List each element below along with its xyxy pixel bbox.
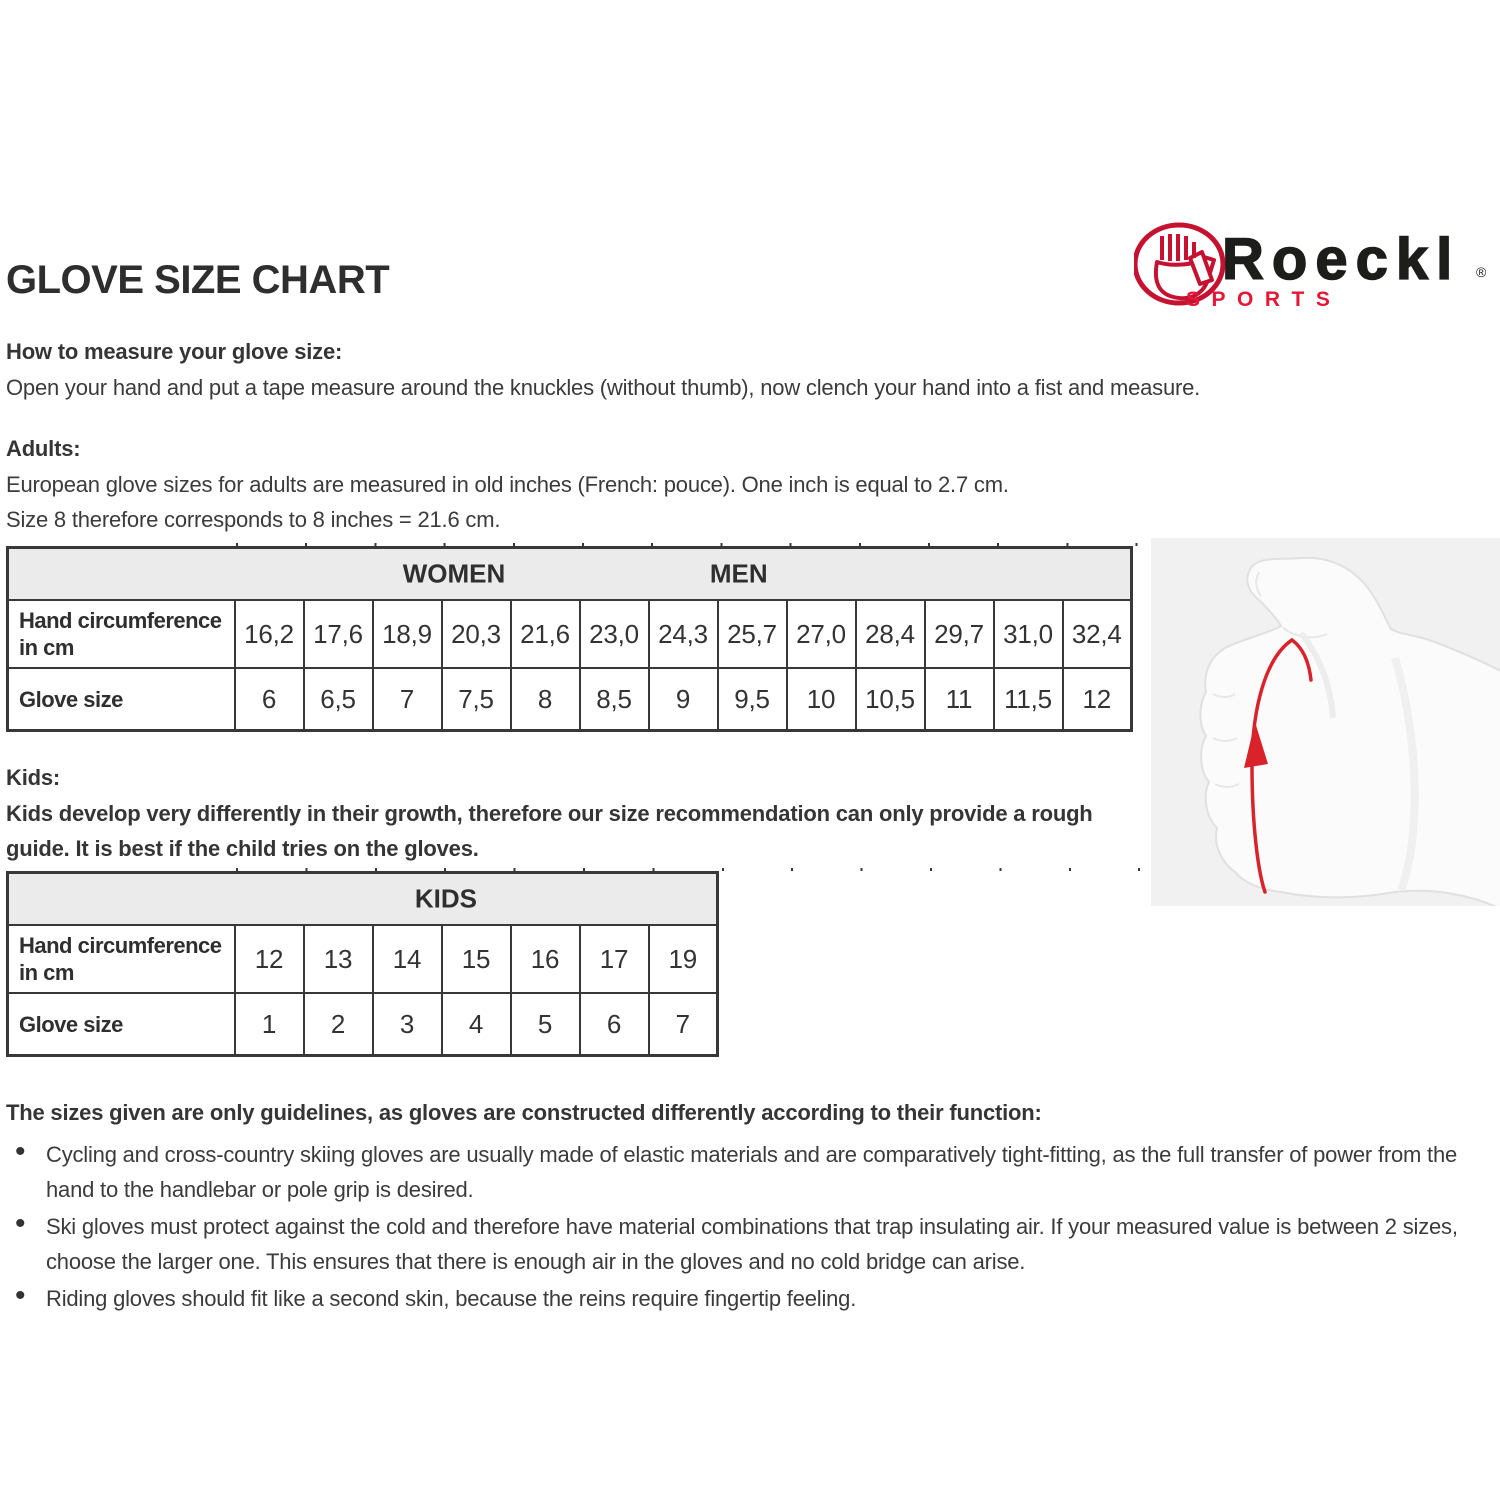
table-cell: 23,0 xyxy=(580,600,649,668)
circumference-row xyxy=(8,600,1132,668)
row-label-glove-size: Glove size xyxy=(8,668,235,731)
table-cell: 12 xyxy=(1063,668,1132,731)
registered-mark: ® xyxy=(1476,264,1487,280)
table-cell: 20,3 xyxy=(442,600,511,668)
table-cell: 8 xyxy=(511,668,580,731)
table-cell: 9 xyxy=(649,668,718,731)
table-cell: 16 xyxy=(511,925,580,993)
table-cell: 3 xyxy=(373,993,442,1056)
table-cell: 8,5 xyxy=(580,668,649,731)
hand-measurement-figure xyxy=(1151,538,1500,906)
table-cell: 17 xyxy=(580,925,649,993)
table-cell: 24,3 xyxy=(649,600,718,668)
group-label-women: WOMEN xyxy=(402,558,506,589)
table-cell: 1 xyxy=(235,993,304,1056)
group-label-men: MEN xyxy=(709,558,768,589)
table-cell: 25,7 xyxy=(718,600,787,668)
table-cell: 6,5 xyxy=(304,668,373,731)
adults-line1: European glove sizes for adults are measured in old inches (French: pouce). One inch is equal to 2.7 cm. xyxy=(6,472,1009,497)
row-label-glove-size: Glove size xyxy=(8,993,235,1056)
howto-heading: How to measure your glove size: xyxy=(6,339,343,364)
table-cell: 5 xyxy=(511,993,580,1056)
guidelines-list xyxy=(6,1137,1494,1316)
table-cell: 13 xyxy=(304,925,373,993)
guidelines-heading: The sizes given are only guidelines, as gloves are constructed differently according to their function: xyxy=(6,1100,1042,1125)
kids-body: Kids develop very differently in their growth, therefore our size recommendation can only provide a rough guide. It is best if the child tries on the gloves. xyxy=(6,801,1093,861)
table-cell: 10,5 xyxy=(856,668,925,731)
kids-heading: Kids: xyxy=(6,765,61,790)
bullet-item: • Ski gloves must protect against the cold and therefore have material combinations that trap insulating air. If your measured value is between 2 sizes, choose the larger one. This ensures that there is enough air in the gloves and no cold bridge can arise. xyxy=(6,1209,1494,1279)
glove-size-row xyxy=(8,668,1132,731)
bullet-item: • Riding gloves should fit like a second skin, because the reins require fingertip feeling. xyxy=(6,1281,1494,1316)
howto-body: Open your hand and put a tape measure around the knuckles (without thumb), now clench your hand into a fist and measure. xyxy=(6,375,1201,400)
table-cell: 11,5 xyxy=(994,668,1063,731)
table-cell: 2 xyxy=(304,993,373,1056)
table-cell: 18,9 xyxy=(373,600,442,668)
table-cell: 7 xyxy=(649,993,718,1056)
table-cell: 16,2 xyxy=(235,600,304,668)
table-cell: 12 xyxy=(235,925,304,993)
group-header-cell xyxy=(8,548,1132,601)
table-cell: 17,6 xyxy=(304,600,373,668)
table-cell: 29,7 xyxy=(925,600,994,668)
table-cell: 7 xyxy=(373,668,442,731)
table-cell: 32,4 xyxy=(1063,600,1132,668)
guidelines-section xyxy=(6,1095,1494,1316)
bullet-item: • Cycling and cross-country skiing gloves are usually made of elastic materials and are comparatively tight-fitting, as the full transfer of power from the hand to the handlebar or pole grip is desired. xyxy=(6,1137,1494,1207)
group-header-cell xyxy=(8,873,718,926)
group-header-row xyxy=(8,873,718,926)
group-header-row xyxy=(8,548,1132,601)
page-title: GLOVE SIZE CHART xyxy=(6,258,390,302)
table-cell: 28,4 xyxy=(856,600,925,668)
table-cell: 7,5 xyxy=(442,668,511,731)
hand-illustration xyxy=(1151,538,1500,906)
table-cell: 10 xyxy=(787,668,856,731)
table-cell: 4 xyxy=(442,993,511,1056)
table-cell: 6 xyxy=(235,668,304,731)
adults-section xyxy=(6,431,1494,537)
table-cell: 21,6 xyxy=(511,600,580,668)
group-label-kids: KIDS xyxy=(414,883,477,914)
roeckl-sports-logo xyxy=(1134,222,1494,322)
logo-brand-text: Roeckl xyxy=(1222,227,1461,292)
table-cell: 27,0 xyxy=(787,600,856,668)
header xyxy=(6,222,1496,324)
table-cell: 14 xyxy=(373,925,442,993)
table-cell: 15 xyxy=(442,925,511,993)
table-cell: 11 xyxy=(925,668,994,731)
table-cell: 9,5 xyxy=(718,668,787,731)
adults-heading: Adults: xyxy=(6,436,81,461)
adults-line2: Size 8 therefore corresponds to 8 inches = 21.6 cm. xyxy=(6,507,501,532)
glove-size-row xyxy=(8,993,718,1056)
circumference-row xyxy=(8,925,718,993)
row-label-circumference: Hand circumference in cm xyxy=(8,925,235,993)
table-cell: 31,0 xyxy=(994,600,1063,668)
logo-subtitle-text: SPORTS xyxy=(1186,288,1342,311)
table-cell: 19 xyxy=(649,925,718,993)
table-cell: 6 xyxy=(580,993,649,1056)
row-label-circumference: Hand circumference in cm xyxy=(8,600,235,668)
